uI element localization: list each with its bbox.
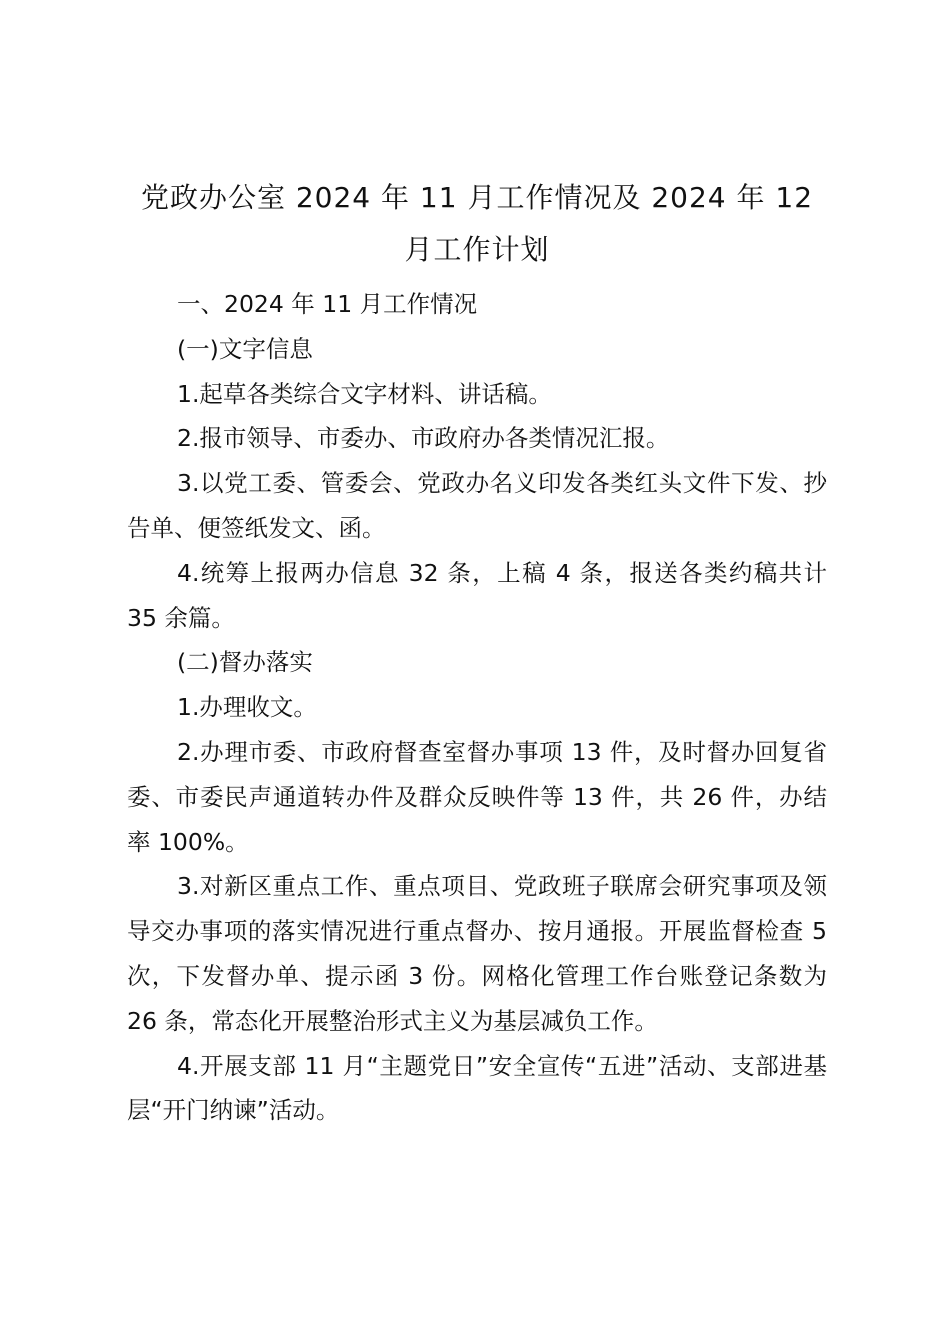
- list-item-party-day-activities: 4.开展支部 11 月“主题党日”安全宣传“五进”活动、支部进基层“开门纳谏”活动。: [127, 1051, 827, 1125]
- list-item-documents-issued: 3.以党工委、管委会、党政办名义印发各类红头文件下发、抄告单、便签纸发文、函。: [127, 469, 827, 542]
- list-item-information-submitted: 4.统筹上报两办信息 32 条，上稿 4 条，报送各类约稿共计 35 余篇。: [127, 558, 827, 632]
- subsection-heading-text-information: (一)文字信息: [177, 334, 313, 363]
- list-item-receiving-documents: 1.办理收文。: [177, 693, 317, 722]
- list-item-supervision-matters: 2.办理市委、市政府督查室督办事项 13 件，及时督办回复省委、市委民声通道转办件及群众反映件等 13 件，共 26 件，办结率 100%。: [127, 737, 827, 856]
- subsection-heading-supervision: (二)督办落实: [177, 648, 313, 677]
- document-title: 党政办公室 2024 年 11 月工作情况及 2024 年 12 月工作计划: [140, 181, 814, 266]
- document-body: [127, 172, 827, 1133]
- list-item-reports: 2.报市领导、市委办、市政府办各类情况汇报。: [177, 424, 670, 453]
- section-heading-november-work: 一、2024 年 11 月工作情况: [177, 290, 478, 318]
- list-item-drafting: 1.起草各类综合文字材料、讲话稿。: [177, 379, 552, 408]
- list-item-key-work-supervision: 3.对新区重点工作、重点项目、党政班子联席会研究事项及领导交办事项的落实情况进行重点督办、按月通报。开展监督检查 5 次，下发督办单、提示函 3 份。网格化管理工作台账登记条数为 26 条，常态化开展整治形式主义为基层减负工作。: [127, 872, 827, 1035]
